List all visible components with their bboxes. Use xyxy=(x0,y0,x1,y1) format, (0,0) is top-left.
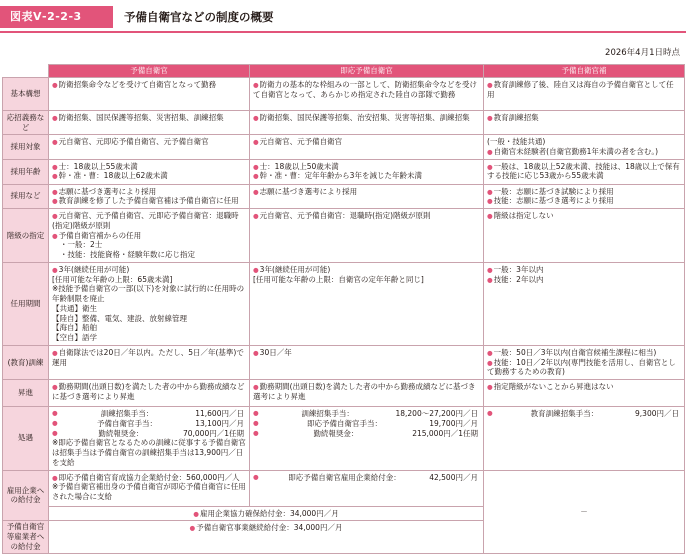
table-cell xyxy=(250,78,484,111)
system-overview-table xyxy=(2,64,685,554)
table-cell xyxy=(484,184,685,209)
table-cell xyxy=(484,135,685,160)
cell-text: ● 防衛招集、国民保護等招集、災害招集、訓練招集 xyxy=(52,113,246,123)
table-cell xyxy=(484,78,685,111)
figure-label: 図表Ⅴ-2-2-3 xyxy=(0,6,113,28)
row-header: 応招義務など xyxy=(3,111,49,135)
row-header: 採用対象 xyxy=(3,135,49,160)
table-cell xyxy=(49,407,250,471)
table-cell xyxy=(484,262,685,345)
cell-text: ● 志願に基づき選考により採用 xyxy=(52,187,246,197)
pay-value: 70,000円／1任期 xyxy=(182,428,244,438)
row-header: 階級の指定 xyxy=(3,209,49,263)
row-header: 採用年齢 xyxy=(3,159,49,184)
cell-text: ● 志願に基づき選考により採用 xyxy=(253,187,480,197)
table-cell xyxy=(250,135,484,160)
pay-line xyxy=(253,429,480,439)
figure-header xyxy=(0,0,686,35)
cell-text: ● 教育訓練を修了した予備自衛官補は予備自衛官に任用 xyxy=(52,196,246,206)
pay-label: ● 即応予備自衛官手当： xyxy=(306,418,382,428)
cell-text: ● 技能：10日／2年以内(専門技能を活用し、自衛官として勤務するための教育) xyxy=(487,358,681,378)
cell-text: ● 自衛官未経験者(自衛官勤務1年未満の者を含む。) xyxy=(487,147,681,157)
pay-label: ● 訓練招集手当： xyxy=(301,409,354,418)
pay-line xyxy=(253,473,480,483)
pay-line xyxy=(52,419,246,429)
table-cell xyxy=(250,407,484,471)
row-header: 予備自衛官等雇業者への給付金 xyxy=(3,521,49,553)
table-row xyxy=(3,262,685,345)
table-cell xyxy=(49,380,250,407)
pay-label: ● 勤続報奨金： xyxy=(313,428,359,438)
cell-text: ・一般：2士 xyxy=(60,240,103,250)
pay-value: 13,100円／月 xyxy=(195,418,244,428)
cell-text: ● 予備自衛官補からの任用 xyxy=(52,231,246,241)
cell-text: ・技能：技能資格・経験年数に応じ指定 xyxy=(60,250,195,259)
pay-line xyxy=(487,409,681,419)
table-row xyxy=(3,135,685,160)
table-cell xyxy=(484,111,685,135)
pay-label: ● 即応予備自衛官雇用企業給付金： xyxy=(288,472,401,482)
cell-text: 【陸自】整備、電気、建設、放射線管理 xyxy=(52,313,187,323)
cell-text: ※技能予備自衛官の一部(以下)を対象に試行的に任用時の年齢制限を廃止 xyxy=(52,284,245,303)
cell-text: ● 一般は、18歳以上52歳未満、技能は、18歳以上で保有する技能に応じ53歳から55歳未満 xyxy=(487,162,681,182)
row-header: 基本構想 xyxy=(3,78,49,111)
pay-value: 18,200～27,200円／日 xyxy=(395,409,478,418)
pay-line xyxy=(253,419,480,429)
pay-label: ● 訓練招集手当： xyxy=(100,409,154,418)
cell-text: ● 幹・准・曹：18歳以上62歳未満 xyxy=(52,171,246,181)
cell-text: ● 3年(継続任用が可能) xyxy=(253,265,480,275)
row-header: 採用など xyxy=(3,184,49,209)
cell-text: ● 士：18歳以上50歳未満 xyxy=(253,162,480,172)
row-header: 任用期間 xyxy=(3,262,49,345)
table-cell xyxy=(484,380,685,407)
table-cell xyxy=(484,407,685,471)
title-rule xyxy=(0,31,686,33)
pay-line xyxy=(253,409,480,419)
table-cell xyxy=(250,262,484,345)
pay-line xyxy=(52,409,246,419)
cell-text: － xyxy=(580,506,588,516)
table-cell xyxy=(250,380,484,407)
table-cell xyxy=(250,345,484,379)
table-cell xyxy=(49,135,250,160)
row-header: 雇用企業への給付金 xyxy=(3,470,49,521)
cell-text: ● 技能：志願に基づき選考により採用 xyxy=(487,196,681,206)
cell-text: 【海自】船舶 xyxy=(52,323,97,333)
cell-text: ● 技能：2年以内 xyxy=(487,275,681,285)
table-cell xyxy=(49,111,250,135)
pay-value: 42,500円／月 xyxy=(429,472,478,482)
as-of-date: 2026年4月1日時点 xyxy=(605,48,680,58)
table-cell xyxy=(250,209,484,263)
cell-text: ※予備自衛官補出身の予備自衛官が即応予備自衛官に任用された場合に支給 xyxy=(52,482,246,501)
cell-text: ● 元自衛官、元予備自衛官、元即応予備自衛官：退職時(指定)階級が原則 xyxy=(52,211,246,231)
cell-text: ● 元自衛官、元予備自衛官 xyxy=(253,137,480,147)
cell-text: 【空自】語学 xyxy=(52,333,97,342)
cell-text: ● 3年(継続任用が可能) xyxy=(52,265,246,275)
table-cell xyxy=(49,345,250,379)
table-row xyxy=(3,470,685,506)
pay-label: ● 予備自衛官手当： xyxy=(96,418,157,428)
table-cell xyxy=(250,470,484,506)
cell-text: ● 勤務期間(出頭日数)を満たした者の中から勤務成績などに基づき選考により昇進 xyxy=(253,382,480,402)
table-cell xyxy=(49,184,250,209)
table-cell xyxy=(250,184,484,209)
table-cell xyxy=(250,111,484,135)
column-header-ready-reserve: 即応予備自衛官 xyxy=(250,65,484,78)
cell-text: ● 勤務期間(出頭日数)を満たした者の中から勤務成績などに基づき選考により昇進 xyxy=(52,382,246,402)
cell-text: ● 予備自衛官事業継続給付金：34,000円／月 xyxy=(190,523,343,532)
table-cell xyxy=(49,78,250,111)
cell-text: ● 自衛隊法では20日／年以内。ただし、5日／年(基準)で運用 xyxy=(52,348,246,368)
column-header-row xyxy=(3,65,685,78)
table-cell xyxy=(484,345,685,379)
row-header: (教育)訓練 xyxy=(3,345,49,379)
cell-text: ● 一般：3年以内 xyxy=(487,265,681,275)
table-cell xyxy=(250,159,484,184)
table-row xyxy=(3,184,685,209)
table-row xyxy=(3,209,685,263)
pay-label: ● 勤続報奨金： xyxy=(98,428,144,438)
cell-text: ● 元自衛官、元即応予備自衛官、元予備自衛官 xyxy=(52,137,246,147)
table-row xyxy=(3,380,685,407)
table-cell xyxy=(49,209,250,263)
cell-text: ● 30日／年 xyxy=(253,348,480,358)
table-cell xyxy=(49,470,250,506)
table-cell xyxy=(484,209,685,263)
table-row xyxy=(3,111,685,135)
cell-text: ● 即応予備自衛官育成協力企業給付金：560,000円／人 xyxy=(52,473,246,483)
cell-text: ● 階級は指定しない xyxy=(487,211,681,221)
table-cell-span xyxy=(49,506,484,521)
table-cell xyxy=(484,470,685,553)
cell-text: 【共通】衛生 xyxy=(52,303,97,313)
row-header: 昇進 xyxy=(3,380,49,407)
cell-text: ● 一般：志願に基づき試験により採用 xyxy=(487,187,681,197)
column-header-reserve: 予備自衛官 xyxy=(49,65,250,78)
pay-value: 11,600円／日 xyxy=(195,409,244,418)
table-row xyxy=(3,159,685,184)
pay-note: ※即応予備自衛官となるための訓練に従事する予備自衛官は招集手当は予備自衛官の訓練招集手当は13,900円／日を支給 xyxy=(52,438,246,467)
table-cell-span xyxy=(49,521,484,553)
row-header: 処遇 xyxy=(3,407,49,471)
cell-text: ● 防衛招集命令などを受けて自衛官となって勤務 xyxy=(52,80,246,90)
table-cell xyxy=(49,159,250,184)
cell-text: ● 雇用企業協力確保給付金：34,000円／月 xyxy=(193,509,338,518)
cell-text: ● 教育訓練修了後、陸自又は海自の予備自衛官として任用 xyxy=(487,80,681,100)
pay-value: 9,300円／日 xyxy=(635,409,679,418)
cell-text: ● 士：18歳以上55歳未満 xyxy=(52,162,246,172)
corner-cell xyxy=(3,65,49,78)
table-cell xyxy=(484,159,685,184)
cell-text: ● 幹・准・曹：定年年齢から3年を減じた年齢未満 xyxy=(253,171,480,181)
table-row xyxy=(3,78,685,111)
column-header-reserve-candidate: 予備自衛官補 xyxy=(484,65,685,78)
cell-text: ● 防衛招集、国民保護等招集、治安招集、災害等招集、訓練招集 xyxy=(253,113,480,123)
table-cell xyxy=(49,262,250,345)
pay-label: ● 教育訓練招集手当： xyxy=(530,409,599,418)
cell-text: ● 防衛力の基本的な枠組みの一部として、防衛招集命令などを受けて自衛官となって、あらかじめ指定された陸自の部隊で勤務 xyxy=(253,80,480,100)
table-row xyxy=(3,407,685,471)
cell-text: (一般・技能共通) xyxy=(487,137,546,146)
cell-text: ● 一般：50日／3年以内(自衛官候補生課程に相当) xyxy=(487,348,681,358)
cell-text: ● 教育訓練招集 xyxy=(487,113,681,123)
figure-title: 予備自衛官などの制度の概要 xyxy=(124,10,274,24)
cell-text: [任用可能な年齢の上限：65歳未満] xyxy=(52,274,173,284)
cell-text: ● 指定階級がないことから昇進はない xyxy=(487,382,681,392)
cell-text: [任用可能な年齢の上限：自衛官の定年年齢と同じ] xyxy=(253,274,424,284)
pay-value: 215,000円／1任期 xyxy=(412,428,478,438)
pay-value: 19,700円／月 xyxy=(429,418,478,428)
table-row xyxy=(3,345,685,379)
cell-text: ● 元自衛官、元予備自衛官：退職時(指定)階級が原則 xyxy=(253,211,480,221)
pay-line xyxy=(52,429,246,439)
